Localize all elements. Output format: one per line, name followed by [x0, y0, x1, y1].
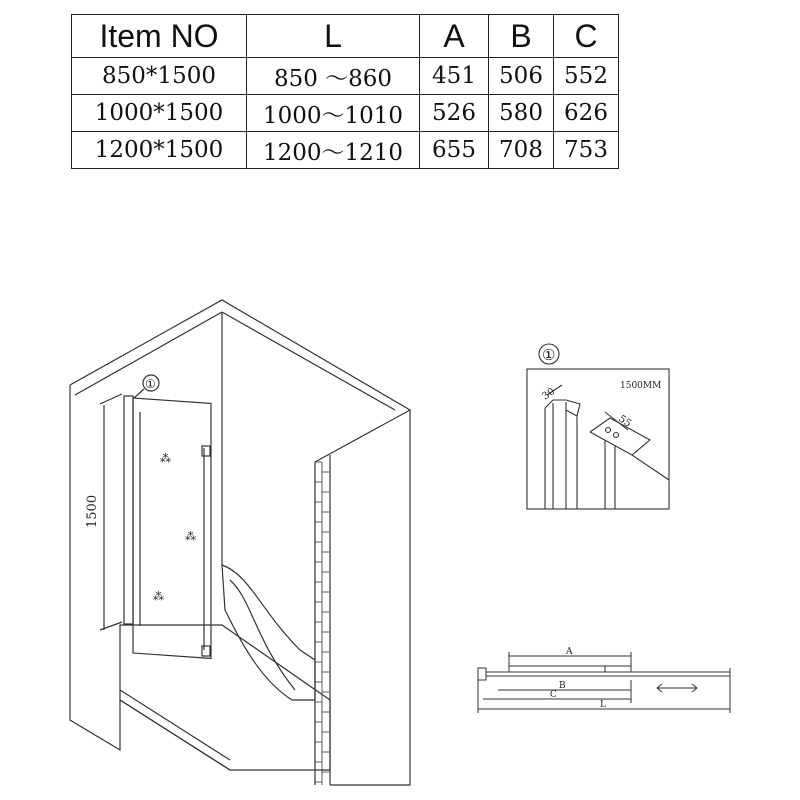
cell-a: 451 — [420, 58, 489, 95]
cell-l: 850 ～860 — [247, 58, 420, 95]
plan-glass-b — [605, 666, 631, 672]
brick-texture — [315, 462, 329, 785]
dim-30-label: 30 — [540, 386, 558, 403]
callout-leader — [134, 389, 144, 398]
cell-a: 655 — [420, 132, 489, 169]
screen-hinge-bottom — [202, 646, 210, 656]
cell-l: 1000～1010 — [247, 95, 420, 132]
detail-view — [527, 344, 669, 509]
header-item-no: Item NO — [72, 15, 247, 58]
glass-screen-frame — [133, 398, 211, 658]
screen-hinge-top — [202, 446, 210, 456]
plan-glass-a — [509, 666, 605, 672]
detail-profile-top — [545, 400, 580, 416]
header-a: A — [420, 15, 489, 58]
detail-screw — [606, 428, 611, 433]
dim-55-label: 55 — [616, 413, 634, 430]
callout-number: ① — [145, 377, 156, 391]
dim-c-label: C — [550, 690, 557, 700]
cell-item-no: 850*1500 — [72, 58, 247, 95]
cell-item-no: 1200*1500 — [72, 132, 247, 169]
header-l: L — [247, 15, 420, 58]
cell-item-no: 1000*1500 — [72, 95, 247, 132]
ceiling-inner-edge — [222, 312, 395, 410]
dim-a-label: A — [566, 647, 573, 657]
cell-b: 580 — [489, 95, 554, 132]
glass-mark: ⁂ — [185, 530, 196, 543]
detail-screw — [614, 433, 619, 438]
bathtub-rim-front — [120, 700, 230, 770]
plan-wall-profile — [478, 668, 486, 680]
detail-panel-edge — [632, 455, 669, 480]
height-dim-tick-top — [100, 394, 122, 404]
height-dim-label: 1500 — [85, 494, 100, 528]
cell-a: 526 — [420, 95, 489, 132]
cell-l: 1200～1210 — [247, 132, 420, 169]
header-b: B — [489, 15, 554, 58]
bathtub-body — [120, 625, 330, 770]
dim-b-label: B — [559, 681, 566, 691]
detail-callout-number: ① — [542, 346, 556, 364]
wall-profile — [124, 396, 133, 624]
bathroom-perspective-drawing — [70, 300, 410, 785]
cell-b: 506 — [489, 58, 554, 95]
glass-mark: ⁂ — [153, 590, 164, 603]
glass-mark: ⁂ — [160, 452, 171, 465]
right-wall-outline — [330, 410, 410, 785]
detail-size-note: 1500MM — [620, 381, 662, 391]
dim-l-label: L — [600, 700, 606, 710]
cell-c: 552 — [554, 58, 619, 95]
header-c: C — [554, 15, 619, 58]
cell-c: 753 — [554, 132, 619, 169]
bathtub-rim-front-inner — [120, 690, 230, 760]
ceiling-outline — [70, 300, 410, 462]
cell-b: 708 — [489, 132, 554, 169]
height-dim-tick-bottom — [100, 622, 122, 630]
left-wall-outline — [70, 385, 120, 750]
cell-c: 626 — [554, 95, 619, 132]
